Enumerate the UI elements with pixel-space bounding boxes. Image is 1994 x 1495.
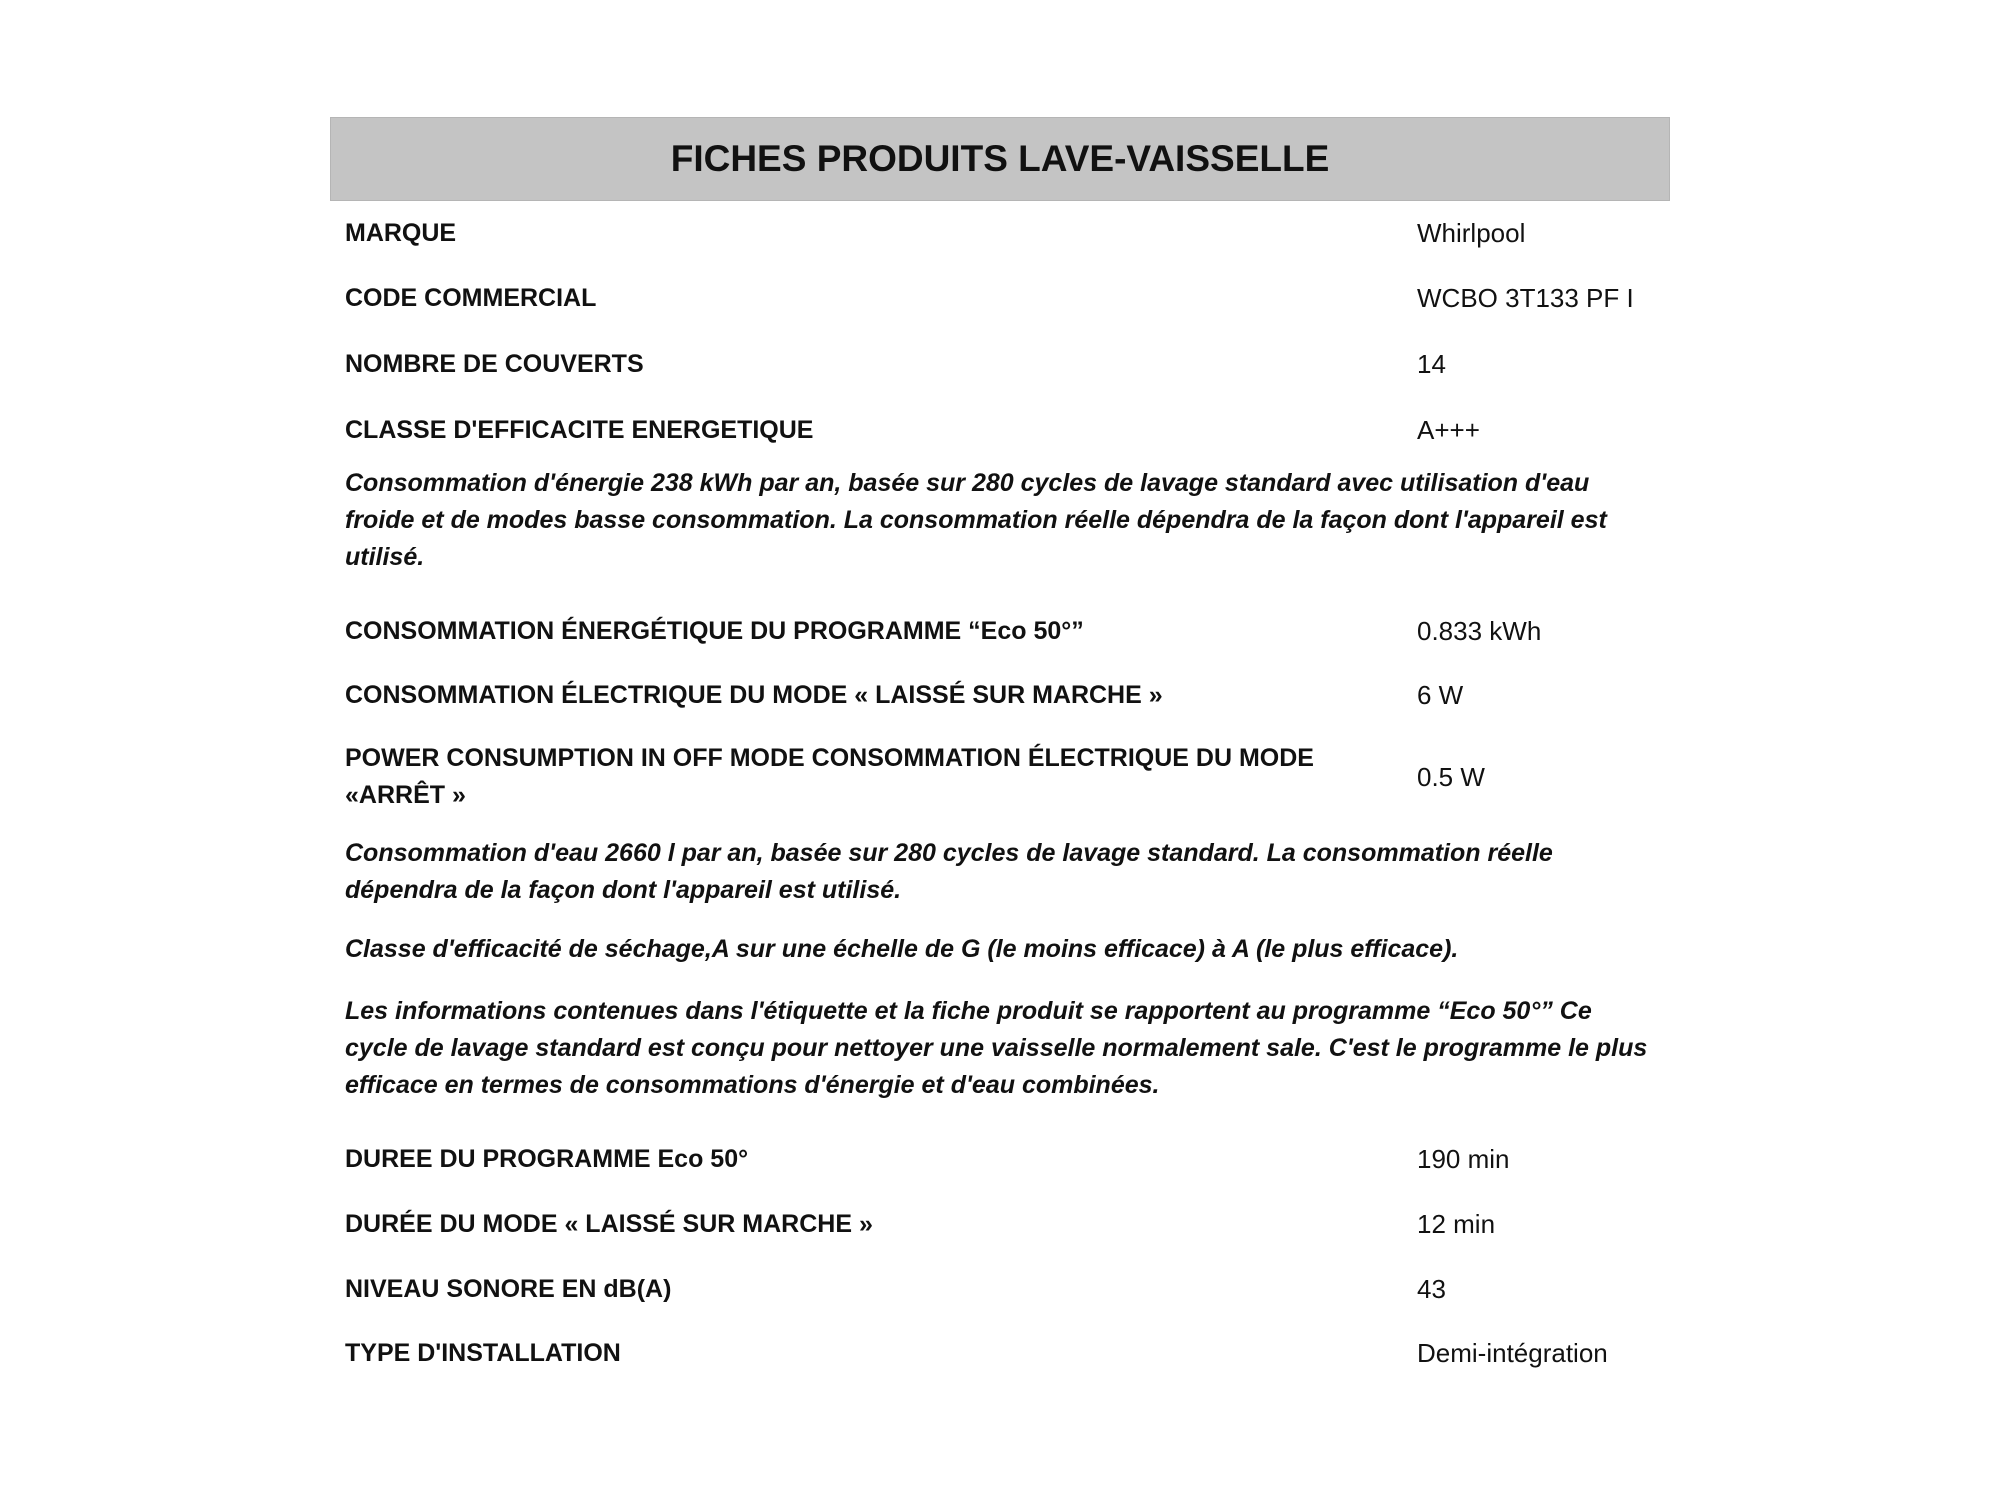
row-eco-energy [345,599,1655,663]
row-value: WCBO 3T133 PF I [1417,282,1634,313]
row-place-settings [345,331,1655,397]
row-label: TYPE D'INSTALLATION [345,1338,621,1367]
row-installation-type [345,1321,1655,1385]
row-label: DURÉE DU MODE « LAISSÉ SUR MARCHE » [345,1209,873,1238]
row-value: Whirlpool [1417,217,1526,248]
row-value: 43 [1417,1273,1446,1304]
row-value: 6 W [1417,679,1464,710]
row-label: DUREE DU PROGRAMME Eco 50° [345,1144,749,1173]
row-label: NIVEAU SONORE EN dB(A) [345,1274,672,1303]
row-label: CODE COMMERCIAL [345,283,597,312]
row-program-duration [345,1127,1655,1191]
sheet-header [330,117,1670,201]
row-left-on-power [345,663,1655,727]
row-value: 0.5 W [1417,761,1485,792]
row-value: 12 min [1417,1208,1496,1239]
sheet-rows [330,201,1670,1385]
row-energy-class [345,397,1655,463]
row-left-on-duration [345,1191,1655,1257]
row-label: CONSOMMATION ÉNERGÉTIQUE DU PROGRAMME “Eco 50°” [345,616,1084,645]
row-label: NOMBRE DE COUVERTS [345,349,644,378]
row-label: CLASSE D'EFFICACITE ENERGETIQUE [345,415,814,444]
note-eco-program-info: Les informations contenues dans l'étiquette et la fiche produit se rapportent au programme “Eco 50°” Ce cycle de lavage standard est conçu pour nettoyer une vaisselle normalement sale. C'est le programme le plus efficace en termes de consommations d'énergie et d'eau combinées. [345,997,1648,1099]
row-label: MARQUE [345,218,457,247]
row-label: POWER CONSUMPTION IN OFF MODE CONSOMMATION ÉLECTRIQUE DU MODE «ARRÊT » [345,744,1314,809]
sheet-title: FICHES PRODUITS LAVE-VAISSELLE [670,138,1330,179]
note-annual-energy: Consommation d'énergie 238 kWh par an, basée sur 280 cycles de lavage standard avec utilisation d'eau froide et de modes basse consommation. La consommation réelle dépendra de la façon dont l'appareil est utilisé. [345,469,1607,571]
row-value: A+++ [1417,414,1480,445]
note-annual-water: Consommation d'eau 2660 l par an, basée sur 280 cycles de lavage standard. La consommation réelle dépendra de la façon dont l'appareil est utilisé. [345,839,1553,904]
note-drying-class: Classe d'efficacité de séchage,A sur une échelle de G (le moins efficace) à A (le plus efficace). [345,935,1459,963]
row-noise-level [345,1257,1655,1321]
row-value: 0.833 kWh [1417,615,1542,646]
product-sheet [330,117,1670,1385]
row-value: 190 min [1417,1143,1510,1174]
row-brand [345,201,1655,265]
row-label: CONSOMMATION ÉLECTRIQUE DU MODE « LAISSÉ SUR MARCHE » [345,680,1163,709]
row-value: Demi-intégration [1417,1337,1608,1368]
row-off-power [345,727,1655,827]
row-commercial-code [345,265,1655,331]
row-value: 14 [1417,348,1446,379]
